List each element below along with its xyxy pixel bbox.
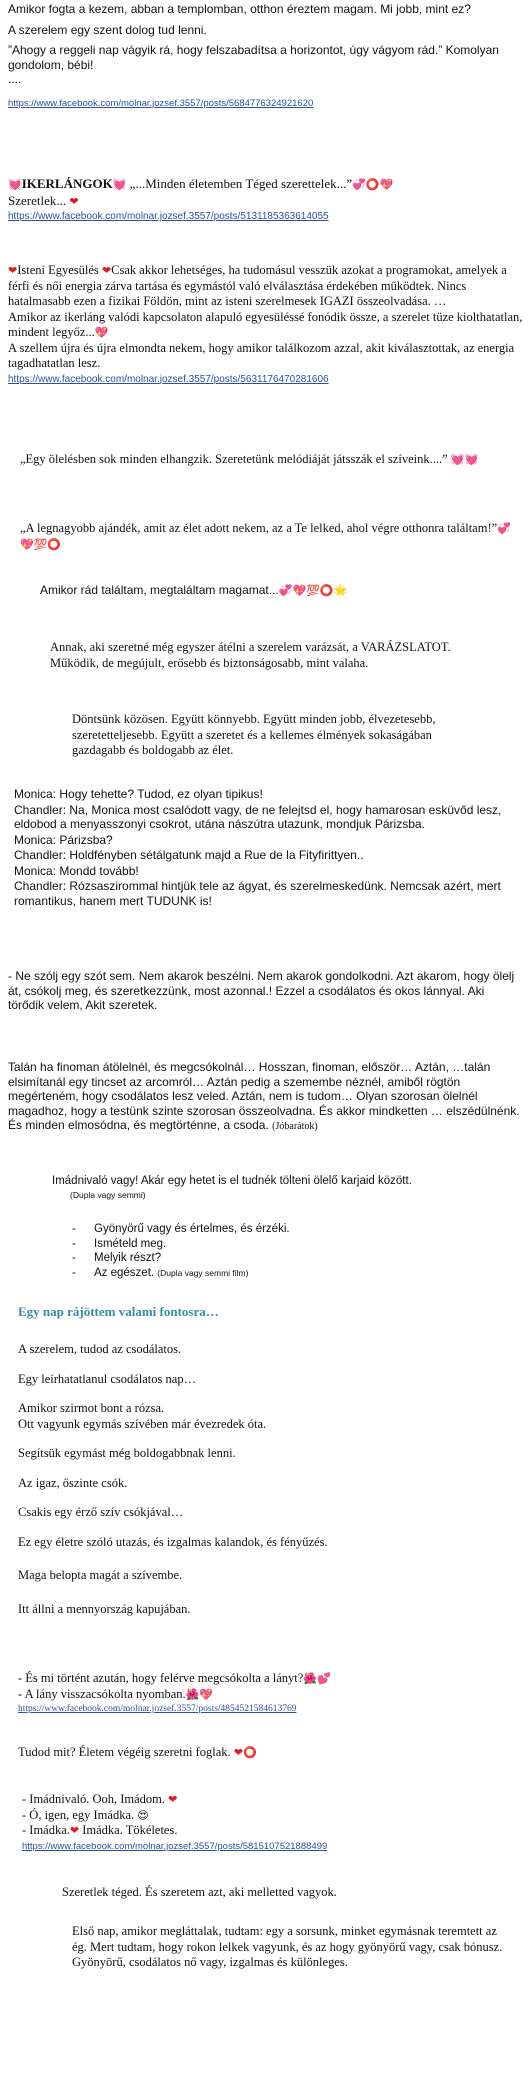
lead-text: Isteni Egyesülés	[17, 263, 99, 277]
paragraph: Tudod mit? Életem végéig szeretni foglak.	[18, 1745, 231, 1759]
heart-icon: ❤	[101, 264, 112, 277]
section-heading: Egy nap rájöttem valami fontosra…	[18, 1304, 219, 1319]
tudod-mit-block	[18, 1745, 518, 1761]
dialog-line: Chandler: Na, Monica most csalódott vagy, de ne felejtsd el, hogy hamarosan esküvőd lesz, eldobod a menyasszonyi csokrot, utána nászútra utazunk, mondjuk Párizsba.	[14, 802, 502, 831]
facebook-post-link[interactable]: https://www.facebook.com/molnar.jozsef.3557/posts/5684776324921620	[8, 97, 314, 109]
paragraph: Első nap, amikor megláttalak, tudtam: egy a sorsunk, minket egymásnak teremtett az ég. Mert tudtam, hogy rokon lelkek vagyunk, és az hogy gyönyörű vagy, csak bónusz. Gyönyörű, csodálatos nő vagy, izgalmas és különleges.	[72, 1924, 503, 1969]
sparkling-heart-icon: 💖	[94, 326, 109, 339]
facebook-post-link[interactable]: https://www.facebook.com/molnar.jozsef.3557/posts/5815107521888499	[22, 1840, 328, 1852]
heart-ribbon-icon: 💓	[8, 178, 22, 191]
elso-nap-block	[72, 1924, 514, 1971]
hearts-emoji-icon: 💓💓	[450, 453, 479, 466]
dialog-line: Monica: Párizsba?	[14, 832, 113, 847]
source-label: (Dupla vagy semmi)	[70, 1190, 146, 1200]
dialog-line: - Ó, igen, egy Imádka.	[22, 1807, 135, 1822]
dialog-line: - Imádnivaló. Ooh, Imádom.	[22, 1792, 166, 1806]
quote-text: „...Minden életemben Téged szerettelek...”	[126, 176, 353, 191]
facebook-post-link[interactable]: https://www.facebook.com/molnar.jozsef.3557/posts/5131185363614055	[8, 211, 329, 222]
quote-block-5	[72, 712, 482, 759]
quote-block-3	[40, 583, 520, 599]
paragraph: Csak akkor lehetséges, ha tudomásul vesszük azokat a programokat, amelyek a férfi és női energia zárva tartása és egymástól való elválasztása érdekében működtek. Nincs hatalmasabb ezen a fizikai Földön, mint az isteni szerelmesek IGAZI összeolvadása. …	[8, 263, 507, 308]
ikerlangok-title: IKERLÁNGOK	[21, 176, 113, 191]
imadnivalo-list	[72, 1222, 512, 1280]
dialog-line: - A lány visszacsókolta nyomban.	[18, 1686, 186, 1701]
list-item: - Ismételd meg.	[72, 1237, 512, 1252]
source-label: (Dupla vagy semmi film)	[157, 1267, 249, 1278]
quote-text: Döntsünk közösen. Együtt könnyebb. Együtt minden jobb, élvezetesebb, szeretetteljesebb. Együtt a szeretet és a kellemes élmények sokaságában gazdagabb és boldogabb az élet.	[72, 712, 436, 757]
dialog-block	[14, 787, 522, 908]
heart-eyes-icon: 😍	[137, 1808, 149, 1822]
imadnivalo2-block	[22, 1792, 522, 1854]
heart-circle-icon: ❤⭕	[233, 1746, 257, 1759]
heart-icon: ❤	[69, 1824, 80, 1837]
ne-szolj-block	[8, 969, 520, 1013]
paragraph: A szerelem, tudod az csodálatos.	[18, 1342, 182, 1356]
heart-icon: ❤	[168, 1793, 178, 1806]
list-item: - Az egészet. (Dupla vagy semmi film)	[72, 1266, 512, 1281]
finoman-block	[8, 1060, 520, 1135]
facebook-post-link[interactable]: https://www.facebook.com/molnar.jozsef.3557/posts/4854521584613769	[18, 1704, 297, 1714]
paragraph: Maga belopta magát a szívembe.	[18, 1568, 183, 1582]
dialog-line: Chandler: Rózsaszirommal hintjük tele az ágyat, és szerelmeskedünk. Nemcsak azért, mert romantikus, hanem mert TUDUNK is!	[14, 879, 501, 908]
post-block-isteni-egyesules	[8, 263, 523, 387]
paragraph: Amikor szirmot bont a rózsa.	[18, 1401, 165, 1415]
paragraph: Amikor fogta a kezem, abban a templomban, otthon éreztem magam. Mi jobb, mint ez?	[8, 2, 471, 16]
dialog-line: Imádka. Tökéletes.	[82, 1823, 178, 1837]
post-block-ikerlangok	[8, 176, 520, 225]
paragraph: Talán ha finoman átölelnél, és megcsókolnál… Hosszan, finoman, először… Aztán, …talán elsimítanál egy tincset az arcomról… Aztán pedig a szemembe néznél, amiből rögtön megérteném, hogy csodálatos lesz veled. Aztán, nem is tudom… Olyan szorosan ölelnél magadhoz, hogy a testünk szinte szorosan összeolvadna. És akkor mindketten … elszédülnénk. És minden elmosódna, és megtörténne, a csoda.	[8, 1060, 520, 1132]
paragraph: Segítsük egymást még boldogabbnak lenni.	[18, 1446, 236, 1460]
quote-text: Amikor rád találtam, megtaláltam magamat...	[40, 583, 279, 597]
quote-block-1	[20, 452, 520, 468]
paragraph: A szerelem egy szent dolog tud lenni.	[8, 22, 207, 37]
paragraph: Imádnivaló vagy! Akár egy hetet is el tudnék tölteni ölelő karjaid között.	[52, 1175, 412, 1187]
hearts-emoji-icon: 💞💖💯⭕	[20, 522, 511, 551]
list-item: - Gyönyörű vagy és értelmes, és érzéki.	[72, 1222, 512, 1237]
dialog-line: Chandler: Holdfényben sétálgatunk majd a Rue de la Fityfirittyen..	[14, 848, 364, 862]
hearts-emoji-icon: 💞⭕💖	[352, 178, 394, 191]
heart-icon: ❤	[8, 264, 18, 277]
paragraph: Szeretlek téged. És szeretem azt, aki melletted vagyok.	[62, 1885, 337, 1899]
paragraph: Ez egy életre szóló utazás, és izgalmas kalandok, és fényűzés.	[18, 1534, 328, 1549]
paragraph: Csakis egy érző szív csókjával…	[18, 1505, 184, 1519]
paragraph: - Ne szólj egy szót sem. Nem akarok beszélni. Nem akarok gondolkodni. Azt akarom, hogy ölelj át, csókolj meg, és szeretkezzünk, most azonnal.! Ezzel a csodálatos és okos lánnyal. Aki törődik velem, Akit szeretek.	[8, 969, 515, 1012]
paragraph: ”Ahogy a reggeli nap vágyik rá, hogy felszabadítsa a horizontot, úgy vágyom rád.” Komolyan gondolom, bébi!	[8, 43, 499, 72]
list-item: - Melyik részt?	[72, 1251, 512, 1266]
flower-heart-icon: 🌺💖	[185, 1687, 214, 1701]
facebook-post-link[interactable]: https://www.facebook.com/molnar.jozsef.3557/posts/5631176470281606	[8, 373, 329, 385]
paragraph: Itt állni a mennyország kapujában.	[18, 1601, 191, 1616]
heart-ribbon-icon: 💓	[112, 178, 127, 191]
paragraph: Ott vagyunk egymás szívében már évezredek óta.	[18, 1416, 267, 1431]
szeretlek-block	[62, 1885, 512, 1901]
flower-heart-icon: 🌺💕	[303, 1672, 331, 1685]
es-mi-block	[18, 1671, 518, 1718]
quote-block-4	[50, 640, 470, 671]
paragraph: Az igaz, őszinte csók.	[18, 1475, 128, 1490]
dialog-line: Monica: Mondd tovább!	[14, 863, 139, 878]
quote-text: „A legnagyobb ajándék, amit az élet adott nekem, az a Te lelked, ahol végre otthonra találtam!”	[20, 521, 498, 535]
dialog-line: Monica: Hogy tehette? Tudod, ez olyan tipikus!	[14, 787, 263, 801]
dialog-line: - Imádka.	[22, 1823, 70, 1837]
quote-text: Annak, aki szeretné még egyszer átélni a szerelem varázsát, a VARÁZSLATOT. Működik, de megújult, erősebb és biztonságosabb, mint valaha.	[50, 640, 451, 670]
quote-text: „Egy ölelésben sok minden elhangzik. Szeretetünk melódiáját játsszák el szíveink....”	[20, 452, 448, 466]
source-label: (Jóbarátok)	[272, 1121, 318, 1132]
quote-block-2	[20, 521, 522, 552]
egy-nap-block	[18, 1342, 518, 1617]
hearts-emoji-icon: 💞💖💯⭕🌟	[278, 584, 348, 597]
heart-icon: ❤	[69, 195, 79, 208]
paragraph: Egy leírhatatlanul csodálatos nap…	[18, 1371, 197, 1386]
ellipsis-line: ....	[8, 72, 22, 86]
paragraph: A szellem újra és újra elmondta nekem, hogy amikor találkozom azzal, akit kiválasztottak, az energia tagadhatatlan lesz.	[8, 340, 515, 370]
paragraph: Amikor az ikerláng valódi kapcsolaton alapuló egyesüléssé fonódik össze, a szerelet tüze kiolthatatlan, mindent legyőz...	[8, 309, 523, 339]
szeretlek-text: Szeretlek...	[8, 193, 67, 208]
imadnivalo-block	[52, 1174, 522, 1202]
post-block-1	[8, 2, 520, 111]
dialog-line: - És mi történt azután, hogy felérve megcsókolta a lányt?	[18, 1671, 304, 1685]
